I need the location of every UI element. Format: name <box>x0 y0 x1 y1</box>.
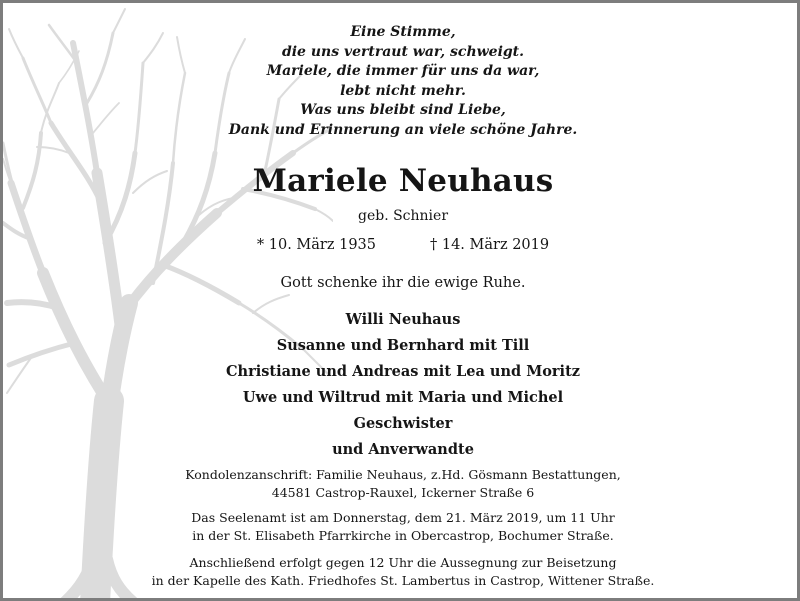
service-info <box>3 509 800 545</box>
poem-line: Dank und Erinnerung an viele schöne Jahre. <box>228 121 578 138</box>
service-line: in der St. Elisabeth Pfarrkirche in Obercastrop, Bochumer Straße. <box>192 528 614 543</box>
poem-line: Eine Stimme, <box>350 24 456 40</box>
condolence-line: 44581 Castrop-Rauxel, Ickerner Straße 6 <box>271 485 535 500</box>
death-date: † 14. März 2019 <box>430 237 550 253</box>
mourner: Uwe und Wiltrud mit Maria und Michel <box>242 389 564 406</box>
service-line: Das Seelenamt ist am Donnerstag, dem 21. März 2019, um 11 Uhr <box>191 510 615 525</box>
birth-date: * 10. März 1935 <box>256 237 376 253</box>
mourner: Willi Neuhaus <box>345 311 461 328</box>
poem-line: Was uns bleibt sind Liebe, <box>300 102 506 119</box>
mourner: Christiane und Andreas mit Lea und Moritz <box>225 363 581 380</box>
life-dates <box>3 237 800 253</box>
burial-line: Anschließend erfolgt gegen 12 Uhr die Aussegnung zur Beisetzung <box>189 555 617 570</box>
condolence-line: Kondolenzanschrift: Familie Neuhaus, z.Hd. Gösmann Bestattungen, <box>185 467 621 482</box>
mourner: Susanne und Bernhard mit Till <box>276 337 530 354</box>
mourner: Geschwister <box>353 415 453 432</box>
burial-line: in der Kapelle des Kath. Friedhofes St. Lambertus in Castrop, Wittener Straße. <box>151 573 655 588</box>
mourner: und Anverwandte <box>332 441 474 458</box>
notice-content <box>3 3 800 601</box>
poem-line: die uns vertraut war, schweigt. <box>281 43 525 60</box>
poem-line: lebt nicht mehr. <box>340 82 466 99</box>
poem-line: Mariele, die immer für uns da war, <box>266 63 540 80</box>
burial-info <box>3 554 800 590</box>
birth-name: geb. Schnier <box>357 208 449 224</box>
deceased-name: Mariele Neuhaus <box>252 163 554 199</box>
mourners-list <box>3 307 800 463</box>
condolence-address <box>3 466 800 502</box>
memorial-poem <box>3 23 800 141</box>
blessing: Gott schenke ihr die ewige Ruhe. <box>280 275 526 291</box>
